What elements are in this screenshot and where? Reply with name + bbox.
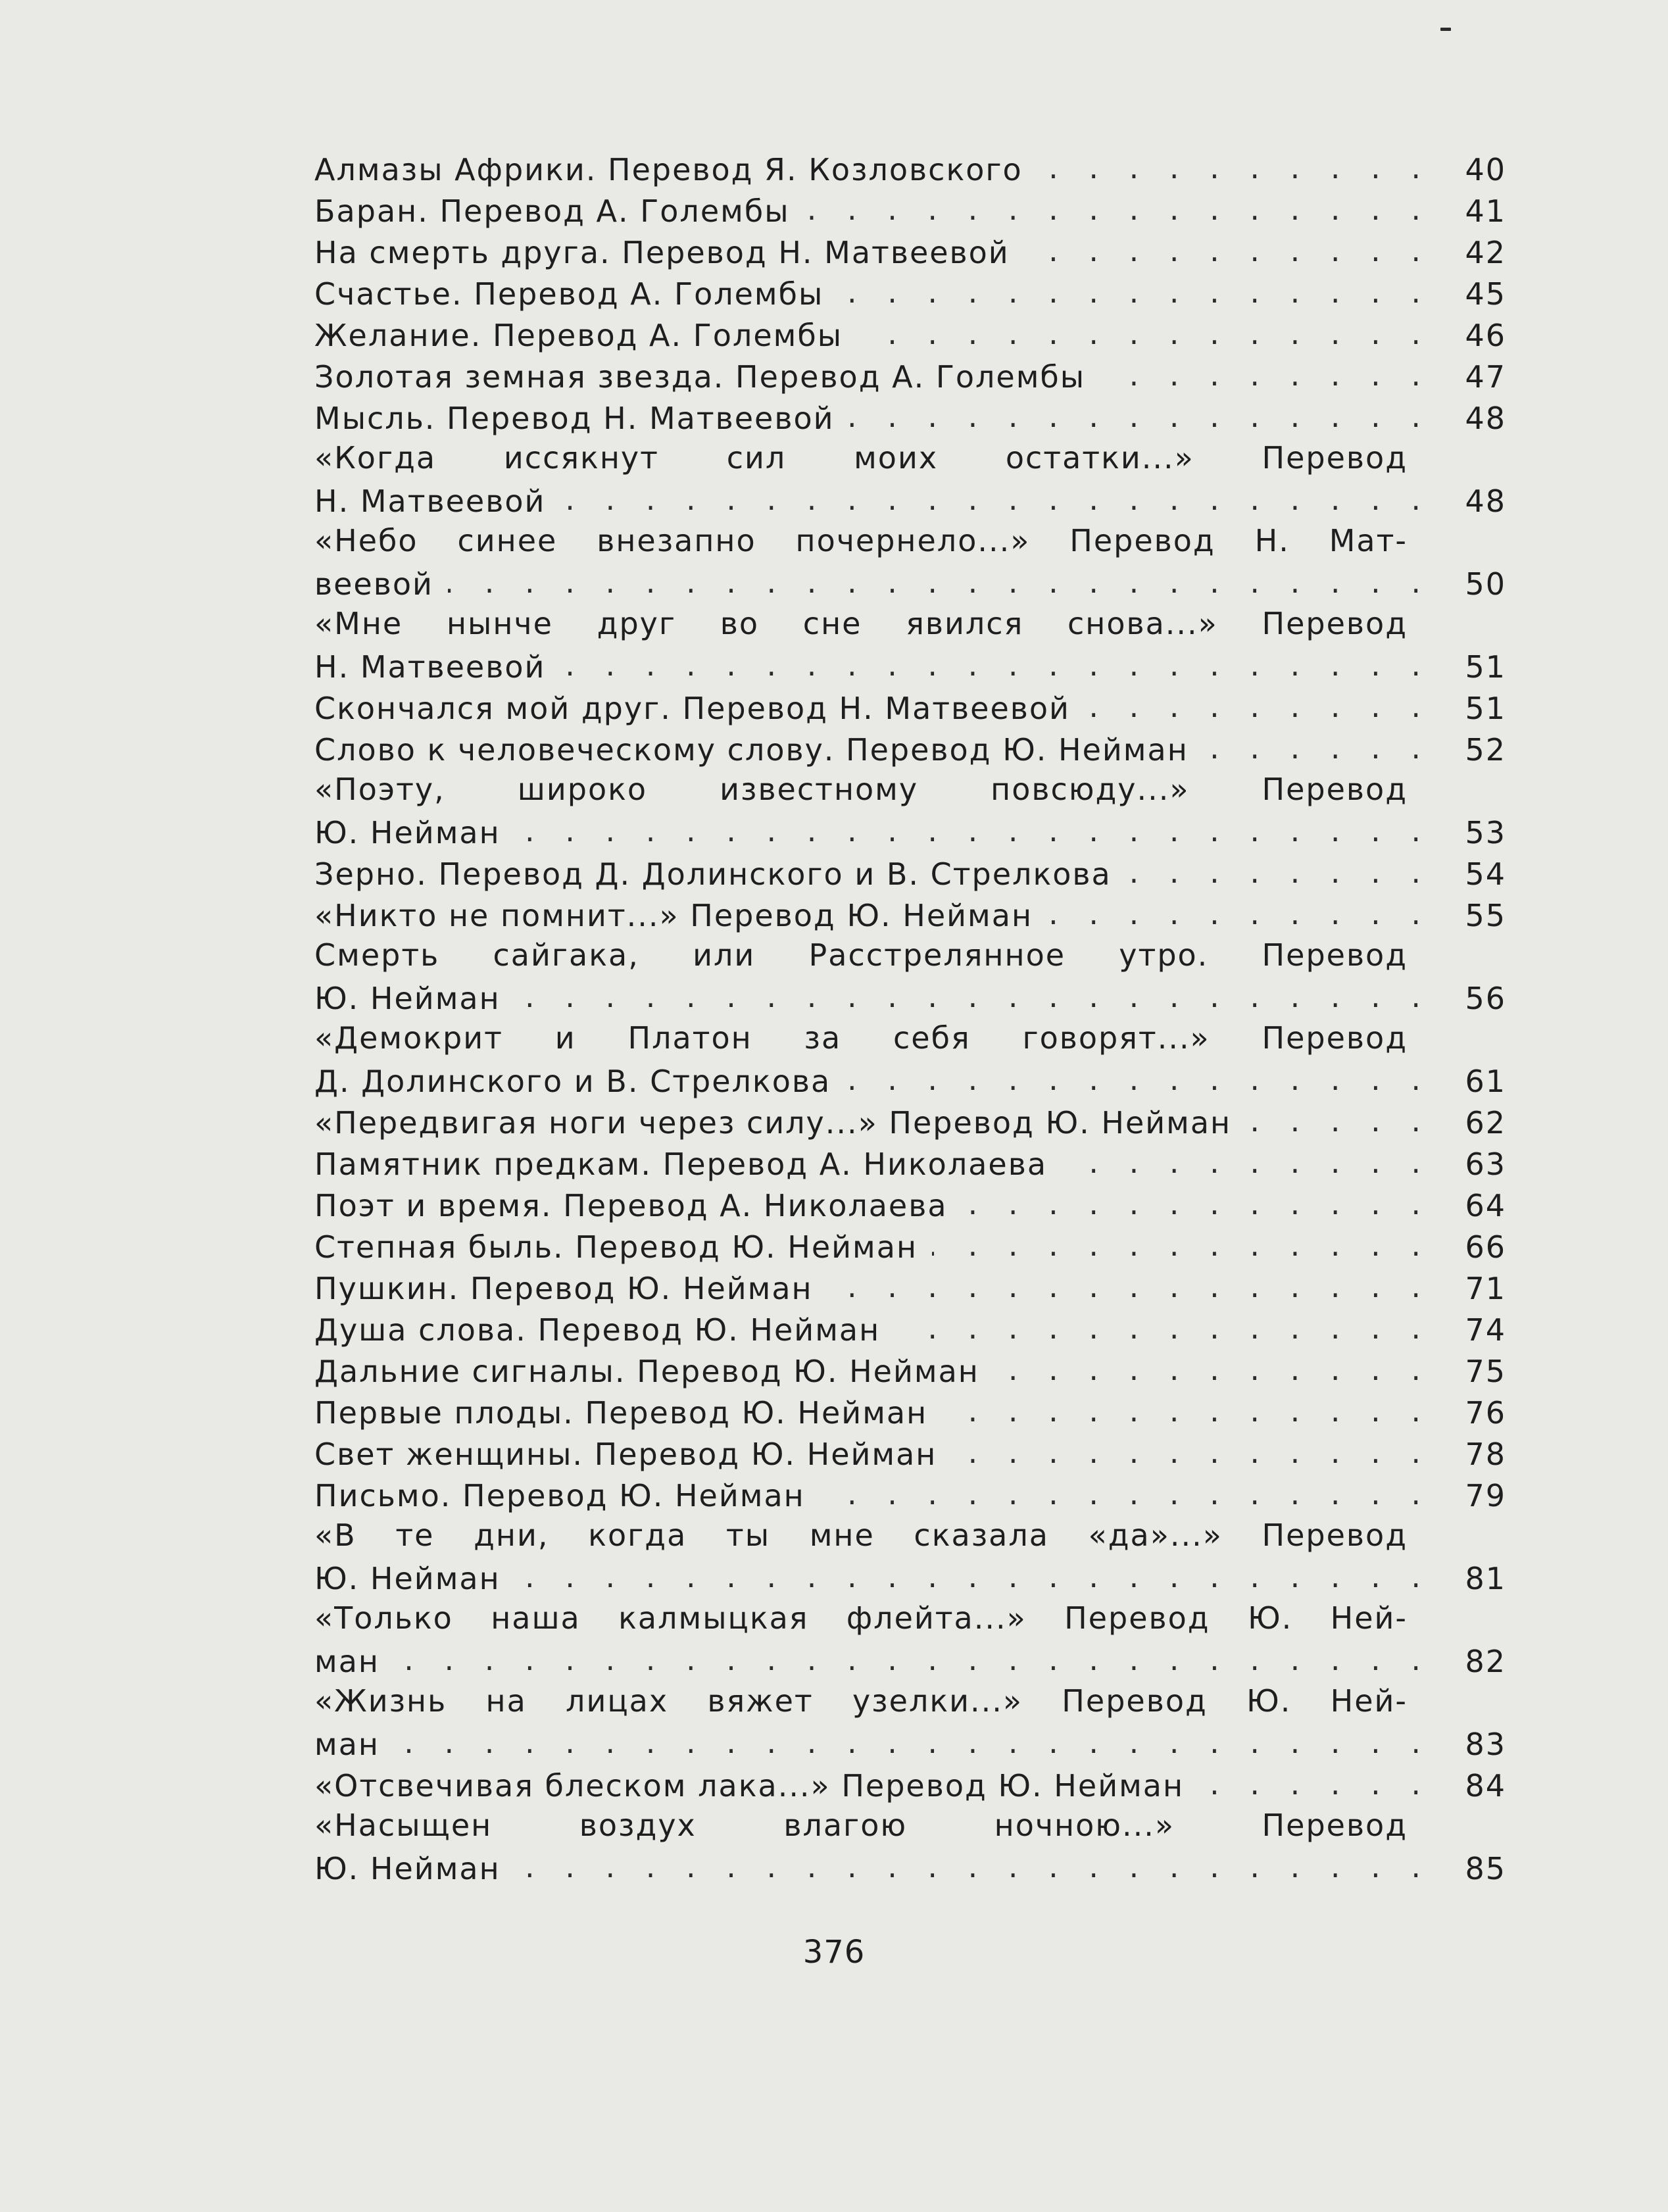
toc-entry bbox=[314, 854, 1506, 896]
page-number: 376 bbox=[802, 1934, 866, 1971]
toc-entry bbox=[314, 191, 1506, 233]
toc-entry-last-line bbox=[314, 1725, 1506, 1766]
toc-entry-page: 51 bbox=[1465, 691, 1506, 726]
toc-entry-title: Д. Долинского и В. Стрелкова bbox=[314, 1064, 831, 1099]
toc-entry-last-line bbox=[314, 233, 1506, 274]
toc-entry bbox=[314, 399, 1506, 440]
toc-entry-last-line bbox=[314, 399, 1506, 440]
toc-entry-last-line bbox=[314, 1144, 1506, 1186]
toc-entry-last-line bbox=[314, 1269, 1506, 1310]
toc-entry-title: Степная быль. Перевод Ю. Нейман bbox=[314, 1229, 918, 1265]
dot-leader bbox=[1085, 689, 1421, 719]
dot-leader bbox=[448, 564, 1421, 595]
toc-entry-title: Н. Матвеевой bbox=[314, 483, 546, 519]
toc-entry bbox=[314, 523, 1506, 606]
toc-entry-title: Ю. Нейман bbox=[314, 1851, 501, 1886]
dot-leader bbox=[1037, 150, 1421, 180]
toc-entry-title: «Когда иссякнут сил моих остатки...» Перевод bbox=[314, 440, 1408, 476]
toc-entry-line bbox=[314, 1517, 1506, 1559]
toc-entry bbox=[314, 357, 1506, 399]
toc-entry-last-line bbox=[314, 357, 1506, 399]
toc-entry-title: Мысль. Перевод Н. Матвеевой bbox=[314, 401, 835, 436]
toc-entry-title: Зерно. Перевод Д. Долинского и В. Стрелкова bbox=[314, 856, 1112, 892]
toc-entry-page: 40 bbox=[1465, 152, 1506, 187]
toc-entry bbox=[314, 896, 1506, 937]
table-of-contents bbox=[314, 150, 1506, 1890]
toc-entry-title: Смерть сайгака, или Расстрелянное утро. Перевод bbox=[314, 937, 1408, 973]
toc-entry bbox=[314, 1269, 1506, 1310]
toc-entry-last-line bbox=[314, 647, 1506, 689]
toc-entry-page: 55 bbox=[1465, 898, 1506, 933]
toc-entry-page: 48 bbox=[1465, 483, 1506, 519]
dot-leader bbox=[804, 191, 1421, 222]
toc-entry-title: Первые плоды. Перевод Ю. Нейман bbox=[314, 1395, 928, 1431]
toc-entry-last-line bbox=[314, 854, 1506, 896]
toc-entry-last-line bbox=[314, 1227, 1506, 1269]
toc-entry-page: 52 bbox=[1465, 732, 1506, 768]
toc-entry-last-line bbox=[314, 1849, 1506, 1890]
toc-entry bbox=[314, 730, 1506, 772]
dot-leader bbox=[1198, 1766, 1421, 1796]
toc-entry-title: Баран. Перевод А. Голембы bbox=[314, 193, 790, 229]
toc-entry-last-line bbox=[314, 481, 1506, 523]
toc-entry bbox=[314, 1435, 1506, 1476]
toc-entry-page: 79 bbox=[1465, 1478, 1506, 1513]
toc-entry-title: Свет женщины. Перевод Ю. Нейман bbox=[314, 1437, 937, 1472]
toc-entry-page: 85 bbox=[1465, 1851, 1506, 1886]
toc-entry bbox=[314, 1144, 1506, 1186]
toc-entry bbox=[314, 1186, 1506, 1227]
dot-leader bbox=[962, 1186, 1421, 1216]
toc-entry-last-line bbox=[314, 1435, 1506, 1476]
dot-leader bbox=[1047, 896, 1421, 926]
toc-entry-last-line bbox=[314, 1310, 1506, 1352]
toc-entry-title: «Насыщен воздух влагою ночною...» Перевод bbox=[314, 1807, 1408, 1843]
toc-entry-page: 82 bbox=[1465, 1644, 1506, 1679]
toc-entry-page: 54 bbox=[1465, 856, 1506, 892]
toc-entry-title: Ю. Нейман bbox=[314, 1561, 501, 1596]
toc-entry bbox=[314, 1393, 1506, 1435]
toc-entry-title: «Передвигая ноги через силу...» Перевод Ю. Нейман bbox=[314, 1105, 1232, 1141]
dot-leader bbox=[932, 1227, 1421, 1258]
toc-entry-title: «Демокрит и Платон за себя говорят...» Перевод bbox=[314, 1020, 1408, 1056]
toc-entry-line bbox=[314, 937, 1506, 979]
dot-leader bbox=[827, 1269, 1421, 1299]
toc-entry-page: 66 bbox=[1465, 1229, 1506, 1265]
toc-entry-page: 56 bbox=[1465, 981, 1506, 1016]
toc-entry-page: 74 bbox=[1465, 1312, 1506, 1348]
dot-leader bbox=[838, 274, 1421, 305]
toc-entry-last-line bbox=[314, 979, 1506, 1020]
toc-entry-page: 62 bbox=[1465, 1105, 1506, 1141]
toc-entry bbox=[314, 1310, 1506, 1352]
toc-entry-page: 51 bbox=[1465, 649, 1506, 685]
toc-entry-title: На смерть друга. Перевод Н. Матвеевой bbox=[314, 235, 1010, 270]
toc-entry bbox=[314, 1352, 1506, 1393]
toc-entry-page: 45 bbox=[1465, 276, 1506, 312]
toc-entry-page: 84 bbox=[1465, 1768, 1506, 1804]
toc-entry bbox=[314, 150, 1506, 191]
toc-entry-line bbox=[314, 1600, 1506, 1642]
toc-entry-page: 50 bbox=[1465, 566, 1506, 602]
dot-leader bbox=[515, 1849, 1421, 1879]
toc-entry-line bbox=[314, 1683, 1506, 1725]
toc-entry-title: Душа слова. Перевод Ю. Нейман bbox=[314, 1312, 881, 1348]
dot-leader bbox=[845, 1062, 1421, 1092]
toc-entry bbox=[314, 1766, 1506, 1807]
toc-entry-title: «Никто не помнит...» Перевод Ю. Нейман bbox=[314, 898, 1033, 933]
dot-leader bbox=[849, 399, 1421, 429]
toc-entry-title: ман bbox=[314, 1727, 380, 1762]
toc-entry-title: Письмо. Перевод Ю. Нейман bbox=[314, 1478, 805, 1513]
dot-leader bbox=[515, 979, 1421, 1009]
toc-entry-title: «Мне нынче друг во сне явился снова...» Перевод bbox=[314, 606, 1408, 641]
dot-leader bbox=[394, 1725, 1421, 1755]
dot-leader bbox=[515, 1559, 1421, 1589]
toc-entry-page: 41 bbox=[1465, 193, 1506, 229]
dot-leader bbox=[942, 1393, 1421, 1423]
toc-entry-last-line bbox=[314, 1352, 1506, 1393]
toc-entry bbox=[314, 1600, 1506, 1683]
toc-entry-page: 63 bbox=[1465, 1146, 1506, 1182]
toc-entry-last-line bbox=[314, 730, 1506, 772]
toc-entry-page: 64 bbox=[1465, 1188, 1506, 1223]
toc-entry-last-line bbox=[314, 1186, 1506, 1227]
toc-entry bbox=[314, 689, 1506, 730]
toc-entry-page: 46 bbox=[1465, 318, 1506, 353]
toc-entry-last-line bbox=[314, 813, 1506, 854]
toc-entry-title: Поэт и время. Перевод А. Николаева bbox=[314, 1188, 948, 1223]
toc-entry-last-line bbox=[314, 564, 1506, 606]
toc-entry bbox=[314, 274, 1506, 316]
toc-entry-line bbox=[314, 606, 1506, 647]
toc-entry-page: 48 bbox=[1465, 401, 1506, 436]
toc-entry-last-line bbox=[314, 316, 1506, 357]
dot-leader bbox=[1203, 730, 1421, 760]
toc-entry bbox=[314, 1103, 1506, 1144]
toc-entry-title: «Поэту, широко известному повсюду...» Перевод bbox=[314, 772, 1408, 807]
toc-entry-last-line bbox=[314, 191, 1506, 233]
dot-leader bbox=[394, 1642, 1421, 1672]
toc-entry-title: Слово к человеческому слову. Перевод Ю. Нейман bbox=[314, 732, 1189, 768]
toc-entry-title: Счастье. Перевод А. Голембы bbox=[314, 276, 824, 312]
toc-entry-title: Ю. Нейман bbox=[314, 981, 501, 1016]
toc-entry-last-line bbox=[314, 1766, 1506, 1807]
toc-entry-title: Алмазы Африки. Перевод Я. Козловского bbox=[314, 152, 1023, 187]
dot-leader bbox=[560, 647, 1421, 677]
toc-entry-title: «Жизнь на лицах вяжет узелки...» Перевод Ю. Ней- bbox=[314, 1683, 1408, 1719]
toc-entry-last-line bbox=[314, 1476, 1506, 1517]
dot-leader bbox=[895, 1310, 1421, 1340]
toc-entry-title: Золотая земная звезда. Перевод А. Голембы bbox=[314, 359, 1086, 395]
toc-entry-title: Желание. Перевод А. Голембы bbox=[314, 318, 843, 353]
toc-entry-page: 42 bbox=[1465, 235, 1506, 270]
toc-entry bbox=[314, 1020, 1506, 1103]
toc-entry-page: 47 bbox=[1465, 359, 1506, 395]
dot-leader bbox=[951, 1435, 1421, 1465]
toc-entry bbox=[314, 316, 1506, 357]
toc-entry-page: 83 bbox=[1465, 1727, 1506, 1762]
toc-entry-page: 75 bbox=[1465, 1354, 1506, 1389]
toc-entry-last-line bbox=[314, 274, 1506, 316]
toc-entry-title: Н. Матвеевой bbox=[314, 649, 546, 685]
toc-entry bbox=[314, 937, 1506, 1020]
toc-entry bbox=[314, 1683, 1506, 1766]
toc-entry-title: Скончался мой друг. Перевод Н. Матвеевой bbox=[314, 691, 1070, 726]
toc-entry-last-line bbox=[314, 689, 1506, 730]
toc-entry bbox=[314, 1517, 1506, 1600]
toc-entry-line bbox=[314, 523, 1506, 564]
toc-entry-title: Пушкин. Перевод Ю. Нейман bbox=[314, 1271, 813, 1306]
scan-mark bbox=[1440, 28, 1451, 31]
toc-entry-title: Дальние сигналы. Перевод Ю. Нейман bbox=[314, 1354, 979, 1389]
toc-entry bbox=[314, 606, 1506, 689]
dot-leader bbox=[1024, 233, 1421, 263]
toc-entry-line bbox=[314, 1807, 1506, 1849]
toc-entry-title: «В те дни, когда ты мне сказала «да»...» Перевод bbox=[314, 1517, 1408, 1553]
toc-entry-title: веевой bbox=[314, 566, 433, 602]
dot-leader bbox=[560, 481, 1421, 512]
toc-entry bbox=[314, 772, 1506, 854]
dot-leader bbox=[820, 1476, 1421, 1506]
toc-entry-last-line bbox=[314, 1559, 1506, 1600]
toc-entry-title: ман bbox=[314, 1644, 380, 1679]
toc-entry-line bbox=[314, 440, 1506, 481]
toc-entry bbox=[314, 1476, 1506, 1517]
dot-leader bbox=[857, 316, 1421, 346]
toc-entry-page: 61 bbox=[1465, 1064, 1506, 1099]
toc-entry-page: 53 bbox=[1465, 815, 1506, 850]
toc-entry-last-line bbox=[314, 1642, 1506, 1683]
toc-entry-page: 78 bbox=[1465, 1437, 1506, 1472]
toc-entry-title: «Отсвечивая блеском лака...» Перевод Ю. Нейман bbox=[314, 1768, 1185, 1804]
toc-entry-title: Памятник предкам. Перевод А. Николаева bbox=[314, 1146, 1048, 1182]
toc-entry bbox=[314, 233, 1506, 274]
dot-leader bbox=[1100, 357, 1421, 387]
toc-entry-title: Ю. Нейман bbox=[314, 815, 501, 850]
toc-entry-last-line bbox=[314, 1393, 1506, 1435]
toc-entry-page: 81 bbox=[1465, 1561, 1506, 1596]
toc-entry-last-line bbox=[314, 1103, 1506, 1144]
toc-entry-last-line bbox=[314, 1062, 1506, 1103]
toc-entry bbox=[314, 1227, 1506, 1269]
dot-leader bbox=[1246, 1103, 1421, 1133]
toc-entry bbox=[314, 1807, 1506, 1890]
toc-entry-last-line bbox=[314, 150, 1506, 191]
dot-leader bbox=[1126, 854, 1421, 885]
toc-entry-title: «Небо синее внезапно почернело...» Перевод Н. Мат- bbox=[314, 523, 1408, 558]
toc-entry-page: 71 bbox=[1465, 1271, 1506, 1306]
toc-entry-page: 76 bbox=[1465, 1395, 1506, 1431]
toc-entry-title: «Только наша калмыцкая флейта...» Перевод Ю. Ней- bbox=[314, 1600, 1408, 1636]
dot-leader bbox=[1062, 1144, 1421, 1175]
toc-entry-line bbox=[314, 772, 1506, 813]
toc-entry-line bbox=[314, 1020, 1506, 1062]
dot-leader bbox=[994, 1352, 1421, 1382]
toc-entry bbox=[314, 440, 1506, 523]
toc-entry-last-line bbox=[314, 896, 1506, 937]
dot-leader bbox=[515, 813, 1421, 843]
